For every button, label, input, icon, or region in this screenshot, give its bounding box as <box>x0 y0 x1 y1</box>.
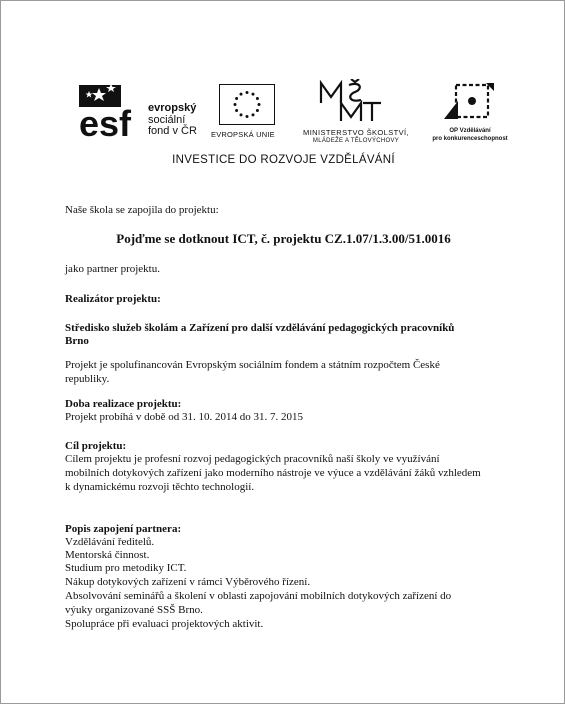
msmt-caption-line2: MLÁDEŽE A TĚLOVÝCHOVY <box>312 138 400 144</box>
participation-item: Spolupráce při evaluaci projektových aktivit. <box>65 618 264 630</box>
esf-line2: sociální <box>148 113 186 126</box>
esf-line3: fond v ČR <box>148 125 197 137</box>
realizator-line2: Brno <box>65 335 89 347</box>
goal-heading: Cíl projektu: <box>65 440 127 452</box>
esf-mark-icon <box>79 79 149 139</box>
esf-logo <box>79 77 209 139</box>
msmt-caption-line1: MINISTERSTVO ŠKOLSTVÍ, <box>303 128 409 137</box>
duration-heading: Doba realizace projektu: <box>65 398 182 410</box>
participation-item: Studium pro metodiky ICT. <box>65 562 187 574</box>
eu-stars-icon <box>220 85 274 124</box>
intro-text: Naše škola se zapojila do projektu: <box>65 204 219 216</box>
realizator-heading: Realizátor projektu: <box>65 293 161 305</box>
participation-item: Nákup dotykových zařízení v rámci Výběrového řízení. <box>65 576 311 588</box>
realizator-line1: Středisko služeb školám a Zařízení pro další vzdělávání pedagogických pracovníků <box>65 322 455 334</box>
goal-line2: mobilních dotykových zařízení jako moderního nástroje ve výuce a vzdělávání žáků vzhledem <box>65 467 481 479</box>
participation-item: výuky organizované SSŠ Brno. <box>65 604 203 616</box>
op-caption-line1: OP Vzdělávání <box>449 128 491 134</box>
investice-tagline: INVESTICE DO ROZVOJE VZDĚLÁVÁNÍ <box>172 154 395 166</box>
msmt-mark-icon <box>317 79 387 125</box>
project-title: Pojďme se dotknout ICT, č. projektu CZ.1.07/1.3.00/51.0016 <box>116 231 451 246</box>
op-mark-icon <box>442 83 498 125</box>
participation-item: Mentorská činnost. <box>65 549 150 561</box>
logo-strip <box>79 77 519 147</box>
esf-line1: evropský <box>148 102 197 114</box>
op-caption-line2: pro konkurenceschopnost <box>432 136 508 142</box>
svg-text:esf: esf <box>79 103 132 139</box>
goal-line1: Cílem projektu je profesní rozvoj pedagogických pracovníků naší školy ve využívání <box>65 453 440 465</box>
funding-line1: Projekt je spolufinancován Evropským sociálním fondem a státním rozpočtem České <box>65 359 440 371</box>
participation-item: Absolvování seminářů a školení v oblasti zapojování mobilních dotykových zařízení do <box>65 590 452 602</box>
participation-heading: Popis zapojení partnera: <box>65 523 182 535</box>
esf-caption <box>148 103 197 138</box>
eu-caption: EVROPSKÁ UNIE <box>211 130 275 139</box>
participation-item: Vzdělávání ředitelů. <box>65 536 155 548</box>
duration-text: Projekt probíhá v době od 31. 10. 2014 do 31. 7. 2015 <box>65 411 304 423</box>
funding-line2: republiky. <box>65 373 110 385</box>
eu-flag-icon <box>219 84 275 125</box>
partner-text: jako partner projektu. <box>65 263 160 275</box>
goal-line3: k dynamickému rozvoji těchto technologií. <box>65 481 255 493</box>
